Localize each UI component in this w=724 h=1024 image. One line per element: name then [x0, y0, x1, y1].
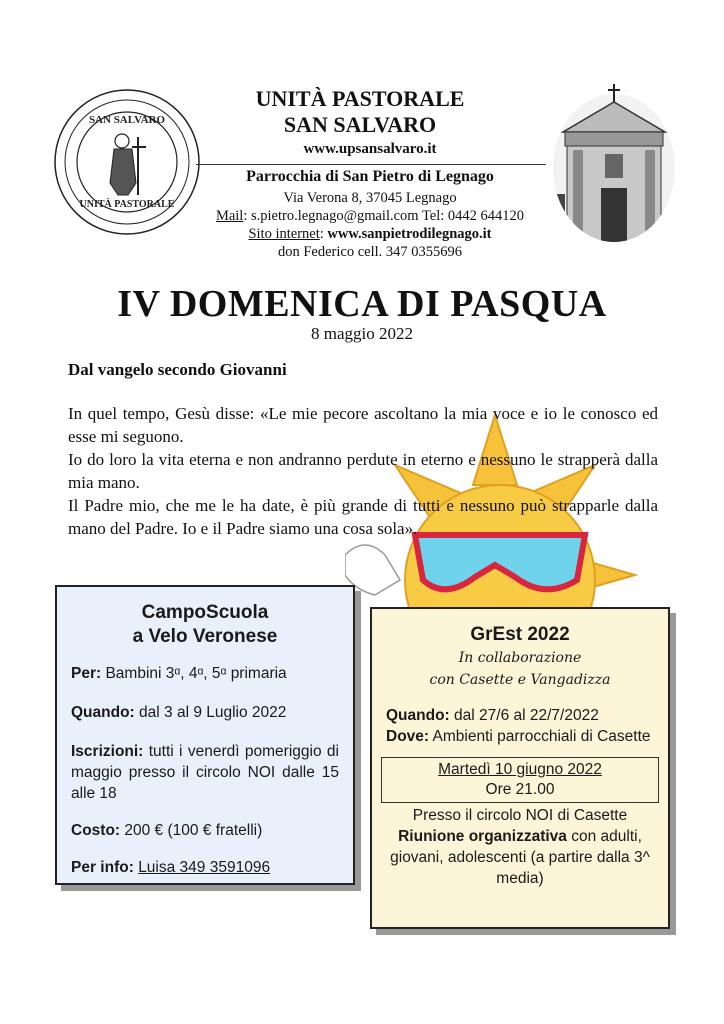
- grest-meeting-details: [382, 805, 658, 889]
- header-unit-title: UNITÀ PASTORALE: [255, 86, 465, 111]
- grest-quando: Quando: dal 27/6 al 22/7/2022: [386, 707, 599, 724]
- site-label: Sito internet: [248, 226, 320, 242]
- grest-place: Presso il circolo NOI di Casette: [412, 807, 628, 824]
- mail-label: Mail: [215, 208, 244, 224]
- page-title: IV DOMENICA DI PASQUA: [117, 283, 607, 325]
- grest-dove: Dove: Ambienti parrocchiali di Casette: [386, 728, 651, 745]
- camposcuola-quando: Quando: dal 3 al 9 Luglio 2022: [71, 704, 287, 721]
- camposcuola-title: CampoScuola: [141, 602, 269, 623]
- seal-top-text: SAN SALVARO: [88, 114, 166, 126]
- grest-meeting-time: Ore 21.00: [485, 781, 555, 798]
- san-salvaro-seal-logo: [52, 87, 202, 237]
- seal-bottom-text: UNITÀ PASTORALE: [79, 199, 175, 210]
- camposcuola-box: [55, 585, 355, 885]
- site-value[interactable]: www.sanpietrodilegnago.it: [327, 226, 492, 242]
- grest-meeting-date: Martedì 10 giugno 2022: [438, 761, 602, 778]
- grest-meeting-label: Riunione organizzativa: [398, 828, 567, 845]
- parish-mail-line: [200, 206, 540, 226]
- camposcuola-per: Per: Bambini 3ᵅ, 4ᵅ, 5ᵅ primaria: [71, 665, 287, 682]
- camposcuola-subtitle: a Velo Veronese: [132, 626, 278, 647]
- grest-box: [370, 607, 670, 929]
- priest-contact: don Federico cell. 347 0355696: [277, 244, 463, 260]
- grest-title: GrEst 2022: [470, 624, 570, 645]
- parish-address: Via Verona 8, 37045 Legnago: [283, 190, 457, 206]
- saint-figure-icon: [110, 134, 146, 195]
- church-photo: [553, 84, 675, 242]
- gospel-heading: Dal vangelo secondo Giovanni: [68, 360, 287, 379]
- mail-value[interactable]: : s.pietro.legnago@gmail.com Tel: 0442 644120: [243, 208, 525, 224]
- gospel-paragraph-2: Io do loro la vita eterna e non andranno perdute in eterno e nessuno le strapperà dalla mia mano.: [68, 450, 658, 492]
- camposcuola-phone-link[interactable]: Luisa 349 3591096: [138, 859, 271, 876]
- gospel-paragraph-3: Il Padre mio, che me le ha date, è più grande di tutti e nessuno può strapparle dalla mano del Padre. Io e il Padre siamo una cosa sola».: [68, 496, 658, 538]
- parish-name: Parrocchia di San Pietro di Legnago: [246, 168, 494, 185]
- parish-site-line: Sito internet: www.sanpietrodilegnago.it: [248, 226, 492, 242]
- grest-meeting-rest: con adulti, giovani, adolescenti (a partire dalla 3^ media): [390, 828, 650, 887]
- grest-subtitle-line2: con Casette e Vangadizza: [429, 672, 611, 688]
- camposcuola-costo: Costo: 200 € (100 € fratelli): [71, 822, 263, 839]
- camposcuola-iscrizioni: Iscrizioni: tutti i venerdì pomeriggio di maggio presso il circolo NOI dalle 15 alle 18: [71, 743, 339, 802]
- gospel-paragraph-1: In quel tempo, Gesù disse: «Le mie pecore ascoltano la mia voce e io le conosco ed esse mi seguono.: [68, 404, 658, 446]
- page-date: 8 maggio 2022: [311, 324, 413, 343]
- header-unit-name: SAN SALVARO: [283, 112, 437, 137]
- grest-subtitle-line1: In collaborazione: [458, 650, 582, 666]
- gospel-text: [68, 402, 658, 540]
- grest-meeting-box: [381, 757, 659, 803]
- camposcuola-info: Per info: Luisa 349 3591096: [71, 859, 271, 876]
- header-website-link[interactable]: www.upsansalvaro.it: [303, 141, 437, 157]
- header-divider: [196, 164, 546, 165]
